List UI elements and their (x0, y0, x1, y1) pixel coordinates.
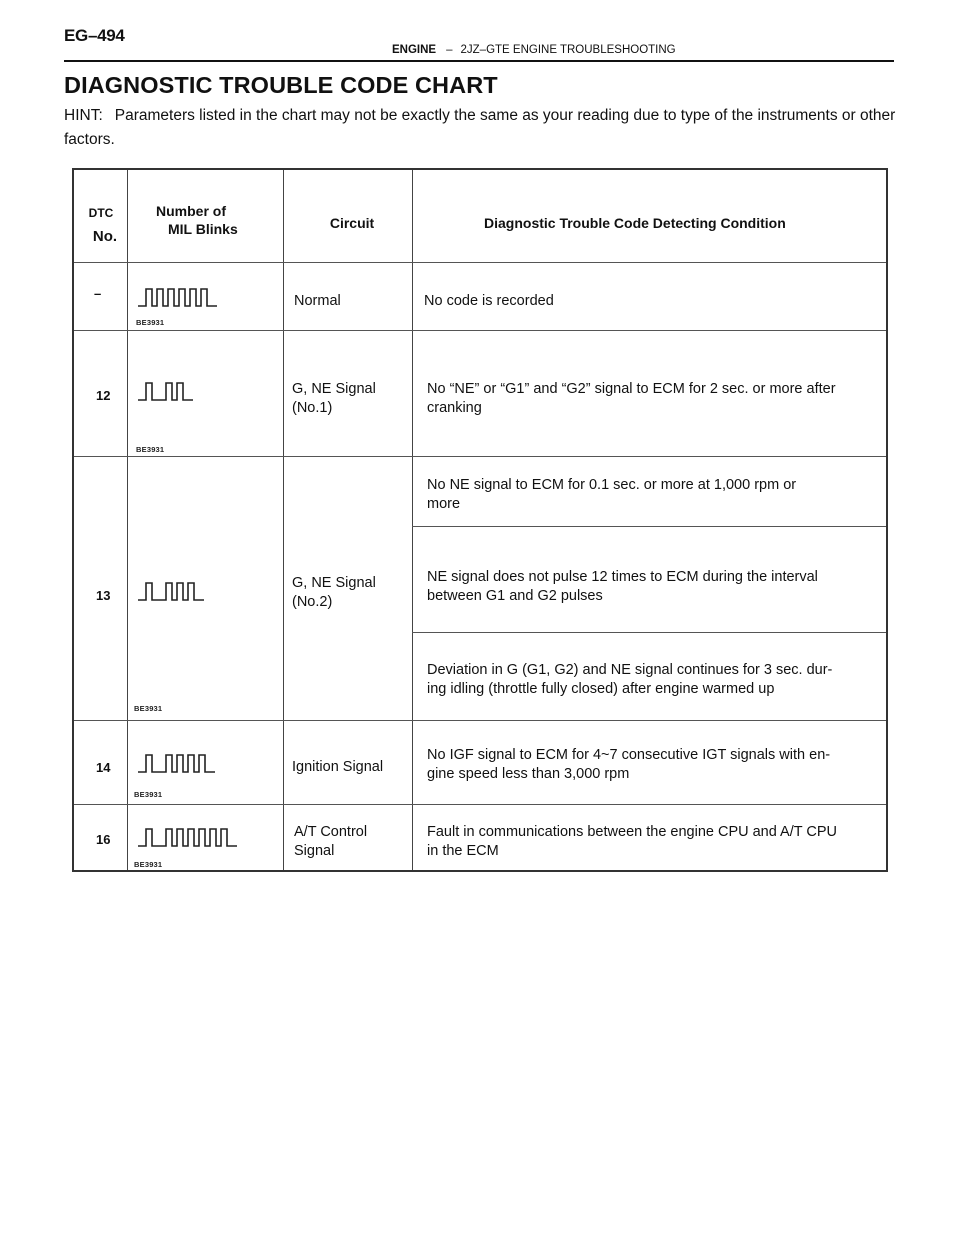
condition-cell: No code is recorded (424, 293, 554, 309)
blink-waveform (138, 755, 215, 772)
section-name: ENGINE (392, 44, 437, 56)
hint-label: HINT: (64, 107, 103, 124)
blink-waveform (138, 383, 193, 400)
circuit-cell: G, NE Signal (292, 381, 376, 397)
figure-label: BE3931 (136, 445, 165, 454)
dtc-code: 13 (96, 588, 111, 603)
row-divider (74, 804, 886, 805)
condition-cell: between G1 and G2 pulses (427, 588, 603, 604)
circuit-cell: (No.2) (292, 594, 333, 610)
column-divider (127, 170, 128, 870)
column-divider (412, 170, 413, 870)
condition-cell: gine speed less than 3,000 rpm (427, 766, 630, 782)
dtc-code: 16 (96, 832, 111, 847)
blink-waveform (138, 289, 217, 306)
column-divider (283, 170, 284, 870)
dtc-code: 12 (96, 388, 111, 403)
page-number: EG–494 (64, 26, 125, 45)
row-divider (74, 720, 886, 721)
circuit-cell: Ignition Signal (292, 759, 384, 775)
row-divider (412, 526, 886, 527)
page-title: DIAGNOSTIC TROUBLE CODE CHART (64, 72, 498, 98)
circuit-cell: G, NE Signal (292, 575, 376, 591)
condition-cell: ing idling (throttle fully closed) after engine warmed up (427, 681, 775, 697)
condition-cell: cranking (427, 400, 482, 416)
circuit-cell: Normal (294, 293, 341, 309)
blink-waveform (138, 829, 237, 846)
col-header-blinks-line2: MIL Blinks (168, 221, 238, 237)
blink-pattern-13 (138, 580, 248, 604)
row-divider (74, 262, 886, 263)
condition-cell: Deviation in G (G1, G2) and NE signal continues for 3 sec. dur- (427, 662, 833, 678)
row-divider (74, 330, 886, 331)
blink-pattern-14 (138, 752, 248, 776)
condition-cell: NE signal does not pulse 12 times to ECM during the interval (427, 569, 818, 585)
condition-cell: more (427, 496, 461, 512)
col-header-circuit: Circuit (329, 215, 375, 231)
header-separator: – (446, 44, 453, 56)
condition-cell: No NE signal to ECM for 0.1 sec. or more at 1,000 rpm or (427, 477, 797, 493)
col-header-dtc-line2: No. (92, 228, 118, 245)
blink-pattern-normal (138, 286, 248, 310)
blink-pattern-12 (138, 380, 248, 404)
circuit-cell: Signal (294, 843, 335, 859)
col-header-condition: Diagnostic Trouble Code Detecting Condition (484, 215, 786, 231)
header-rule (64, 60, 894, 62)
figure-label: BE3931 (134, 704, 163, 713)
row-divider (74, 456, 886, 457)
figure-label: BE3931 (136, 318, 165, 327)
figure-label: BE3931 (134, 790, 163, 799)
dtc-code: 14 (96, 760, 111, 775)
hint-paragraph (64, 104, 914, 152)
circuit-cell: A/T Control (294, 824, 368, 840)
dtc-chart-table (72, 168, 888, 872)
circuit-cell: (No.1) (292, 400, 333, 416)
row-divider (412, 632, 886, 633)
condition-cell: Fault in communications between the engine CPU and A/T CPU (427, 824, 837, 840)
blink-waveform (138, 583, 204, 600)
figure-label: BE3931 (134, 860, 163, 869)
hint-text: Parameters listed in the chart may not be exactly the same as your reading due to type of the instruments or other factors. (64, 107, 896, 148)
condition-cell: No “NE” or “G1” and “G2” signal to ECM for 2 sec. or more after (427, 381, 836, 397)
running-head (392, 44, 676, 56)
dtc-code: – (94, 286, 102, 301)
col-header-dtc-line1: DTC (88, 206, 114, 220)
col-header-blinks-line1: Number of (156, 203, 226, 219)
blink-pattern-16 (138, 826, 268, 850)
condition-cell: in the ECM (427, 843, 499, 859)
condition-cell: No IGF signal to ECM for 4~7 consecutive IGT signals with en- (427, 747, 831, 763)
subsection-name: 2JZ–GTE ENGINE TROUBLESHOOTING (460, 44, 676, 56)
